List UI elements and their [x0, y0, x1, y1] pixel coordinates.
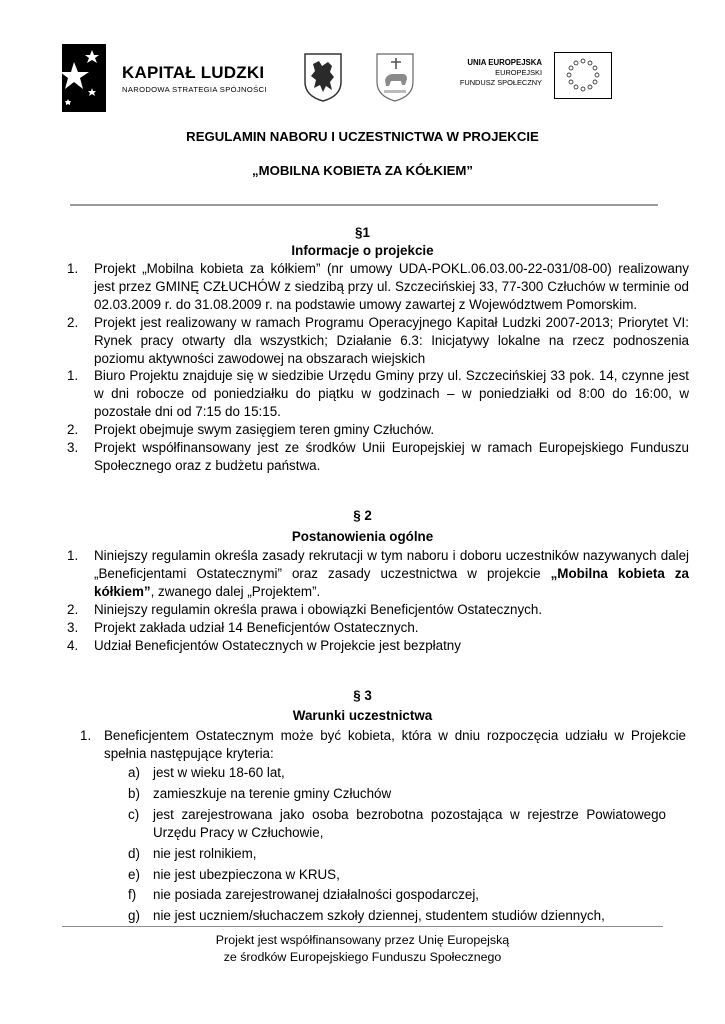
kapital-ludzki-mark-icon: [62, 44, 106, 112]
section-2-sign: § 2: [353, 508, 372, 523]
section-3-heading: Warunki uczestnictwa: [292, 708, 433, 723]
list-item: [67, 421, 689, 439]
eu-flag-icon: [554, 52, 612, 99]
section-1-list: [67, 260, 689, 475]
criteria-letter: a): [128, 765, 140, 780]
eu-line-3: FUNDUSZ SPOŁECZNY: [459, 78, 542, 87]
section-2-heading: Postanowienia ogólne: [291, 529, 434, 544]
item-text: Projekt współfinansowany jest ze środków Unii Europejskiej w ramach Europejskiego Funduszu Społecznego oraz z budżetu państwa.: [94, 440, 689, 473]
section-1-heading: Informacje o projekcie: [291, 243, 434, 258]
item-text: Niniejszy regulamin określa prawa i obowiązki Beneficjentów Ostatecznych.: [94, 601, 543, 617]
item-number: 1.: [67, 548, 79, 563]
logo-title: KAPITAŁ LUDZKI: [122, 63, 265, 82]
project-name-bold: „Mobilna kobieta za kółkiem”: [94, 565, 689, 599]
item-number: 2.: [67, 601, 79, 617]
item-text: Beneficjentem Ostatecznym może być kobieta, która w dniu rozpoczęcia udziału w Projekcie spełnia następujące kryteria:: [104, 728, 686, 761]
item-text: Niniejszy regulamin określa zasady rekrutacji w tym naboru i doboru uczestników nazywanych dalej „Beneficjentami Ostatecznymi” oraz zasady uczestnictwa w projekcie: [94, 548, 689, 581]
criteria-letter: e): [128, 866, 140, 882]
project-name-title: „MOBILNA KOBIETA ZA KÓŁKIEM”: [252, 163, 473, 178]
list-item: [67, 314, 689, 368]
eu-line-2: EUROPEJSKI: [495, 68, 542, 77]
criteria-letter: b): [128, 785, 140, 801]
criteria-item: [128, 886, 666, 904]
czluchow-crest-icon: [375, 52, 415, 102]
item-number: 3.: [67, 619, 79, 635]
item-number: 1.: [80, 728, 92, 743]
criteria-text: jest w wieku 18-60 lat,: [153, 765, 285, 780]
footer-line-2: ze środków Europejskiego Funduszu Społecznego: [223, 950, 502, 964]
footer-line-1: Projekt jest współfinansowany przez Unię Europejską: [215, 933, 510, 947]
document-title: REGULAMIN NABORU I UCZESTNICTWA W PROJEKCIE: [186, 129, 539, 144]
criteria-item: [128, 764, 666, 782]
criteria-text: nie jest ubezpieczona w KRUS,: [153, 866, 340, 882]
criteria-text: nie jest uczniem/słuchaczem szkoły dziennej, studentem studiów dziennych,: [153, 908, 605, 924]
item-number: 2.: [67, 422, 79, 438]
criteria-item: [128, 845, 666, 863]
list-item: [67, 260, 689, 314]
section-3-sign: § 3: [353, 688, 372, 703]
item-text: Projekt obejmuje swym zasięgiem teren gminy Człuchów.: [94, 422, 435, 438]
criteria-item: [128, 907, 666, 925]
criteria-item: [128, 785, 666, 803]
item-text-end: , zwanego dalej „Projektem”.: [150, 583, 321, 599]
list-item: [67, 367, 689, 421]
item-number: 1.: [67, 368, 79, 384]
section-3-list: [80, 727, 686, 763]
item-number: 4.: [67, 637, 79, 653]
item-number: 3.: [67, 440, 79, 456]
criteria-list: [128, 764, 666, 928]
eu-line-1: UNIA EUROPEJSKA: [467, 58, 542, 67]
item-text: Udział Beneficjentów Ostatecznych w Projekcie jest bezpłatny: [94, 637, 461, 653]
list-item: [67, 637, 689, 655]
eu-text-block: [438, 58, 542, 88]
item-number: 1.: [67, 261, 79, 276]
criteria-item: [128, 866, 666, 884]
criteria-text: zamieszkuje na terenie gminy Człuchów: [153, 785, 392, 801]
list-item: [67, 547, 689, 601]
criteria-text: nie posiada zarejestrowanej działalności gospodarczej,: [153, 887, 480, 903]
criteria-letter: f): [128, 887, 137, 903]
item-text: Projekt jest realizowany w ramach Programu Operacyjnego Kapitał Ludzki 2007-2013; Priorytet VI: Rynek pracy otwarty dla wszystkich; Działanie 6.3: Inicjatywy lokalne na rzecz podnoszenia poziomu aktywności zawodowej na obszarach wiejskich: [94, 314, 689, 366]
list-item: [67, 601, 689, 619]
pomorskie-crest-icon: [303, 52, 343, 102]
list-item: [67, 619, 689, 637]
item-text: Projekt „Mobilna kobieta za kółkiem” (nr umowy UDA-POKL.06.03.00-22-031/08-00) realizowany jest przez GMINĘ CZŁUCHÓW z siedzibą przy ul. Szczecińskiej 33, 77-300 Człuchów w terminie od 02.03.2009 r. do 31.08.2009 r. na podstawie umowy zawartej z Województwem Pomorskim.: [94, 261, 689, 312]
title-divider: [70, 204, 658, 206]
criteria-item: [128, 806, 666, 842]
criteria-text: jest zarejestrowana jako osoba bezrobotna pozostająca w rejestrze Powiatowego Urzędu Pracy w Człuchowie,: [153, 806, 666, 840]
footer-divider: [62, 926, 663, 927]
list-item: [67, 439, 689, 475]
criteria-letter: d): [128, 845, 140, 861]
section-1-sign: §1: [355, 225, 370, 240]
kapital-ludzki-logo: [62, 44, 282, 114]
criteria-letter: g): [128, 908, 140, 924]
criteria-letter: c): [128, 806, 140, 822]
section-2-list: [67, 547, 689, 654]
item-text: Projekt zakłada udział 14 Beneficjentów Ostatecznych.: [94, 619, 419, 635]
logo-subtitle: NARODOWA STRATEGIA SPÓJNOŚCI: [122, 85, 267, 94]
item-text: Biuro Projektu znajduje się w siedzibie Urzędu Gminy przy ul. Szczecińskiej 33 pok. 14, czynne jest w dni robocze od poniedziałku do piątku w godzinach – w poniedziałki od 8:00 do 16:00, w pozostałe dni od 7:15 do 15:15.: [94, 368, 689, 420]
item-number: 2.: [67, 314, 79, 330]
criteria-text: nie jest rolnikiem,: [153, 845, 257, 861]
list-item: [80, 727, 686, 763]
